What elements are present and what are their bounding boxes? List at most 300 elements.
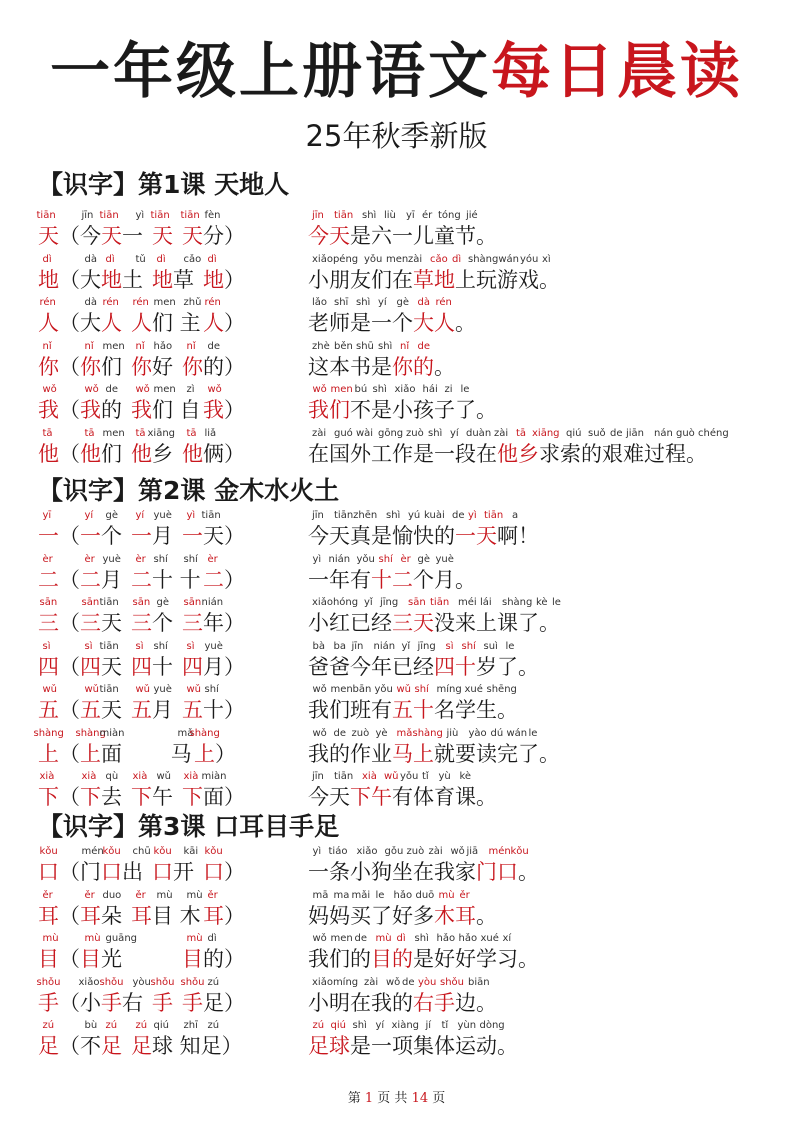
pinyin-label: dì bbox=[207, 253, 217, 265]
word-segment: ） bbox=[224, 311, 245, 335]
sentence-pinyin: qiú bbox=[566, 427, 582, 439]
pinyin-label: tiān bbox=[99, 640, 119, 652]
sentence-segment: 是一项集体运动。 bbox=[350, 1034, 518, 1058]
pinyin-label: tiān bbox=[180, 210, 200, 221]
lesson-heading: 【识字】第3课 口耳目手足 bbox=[38, 812, 340, 841]
word-segment: （今 bbox=[59, 224, 101, 248]
pinyin-label: sì bbox=[84, 640, 93, 652]
lesson-heading: 【识字】第2课 金木水火土 bbox=[38, 476, 340, 505]
sentence-segment: 今天真是愉快的 bbox=[308, 524, 455, 548]
pinyin-label: mù bbox=[186, 933, 203, 944]
pinyin-label: wǒ bbox=[135, 384, 150, 395]
word-segment: 手 bbox=[101, 990, 122, 1015]
sentence-segment: 名学生。 bbox=[434, 698, 518, 722]
pinyin-label: nǐ bbox=[42, 340, 52, 352]
sentence-pinyin: shǒu bbox=[440, 976, 465, 988]
sentence-pinyin: běn bbox=[334, 340, 353, 352]
pinyin-label: duo bbox=[102, 889, 122, 901]
sentence-pinyin: tiānzhēn bbox=[334, 510, 378, 521]
pinyin-label: gè bbox=[105, 510, 118, 521]
word-segment: （ bbox=[59, 354, 80, 379]
sentence-pinyin: zhè bbox=[312, 340, 330, 352]
sentence-pinyin: le bbox=[375, 889, 385, 901]
pinyin-label: tǔ bbox=[135, 253, 146, 265]
pinyin-label: shàng bbox=[75, 727, 106, 739]
word-segment: 年） bbox=[203, 611, 245, 635]
sentence-segment: 我们的 bbox=[308, 947, 371, 971]
word-segment: （ bbox=[59, 741, 80, 766]
sentence-pinyin: guó bbox=[334, 427, 353, 439]
word-segment: 口 bbox=[203, 860, 224, 884]
word-segment: 你 bbox=[182, 354, 203, 379]
pinyin-label: shí bbox=[204, 684, 219, 695]
sentence-pinyin: wǒ bbox=[312, 727, 327, 739]
word-segment: （ bbox=[59, 947, 80, 971]
word-segment: ） bbox=[224, 860, 245, 884]
pinyin-label: yí bbox=[84, 510, 94, 521]
sentence-pinyin: mù bbox=[375, 933, 392, 944]
word-segment: （大 bbox=[59, 267, 101, 292]
sentence-pinyin: yí bbox=[375, 1020, 385, 1031]
pinyin-label: men bbox=[153, 297, 176, 308]
sentence-pinyin: bà bbox=[312, 640, 325, 652]
sentence-segment: 啊！ bbox=[497, 524, 539, 548]
sentence-pinyin: yí bbox=[378, 297, 387, 308]
title-black: 一年级上册语文 bbox=[50, 37, 491, 107]
word-segment: 右 bbox=[122, 990, 143, 1015]
sentence-pinyin: chéng bbox=[698, 427, 729, 439]
sentence-pinyin: xì bbox=[542, 253, 551, 265]
sentence-segment: 就要读完了。 bbox=[434, 741, 560, 766]
pinyin-label: wǔ bbox=[42, 684, 58, 695]
word-segment: 月 bbox=[152, 698, 173, 722]
sentence-pinyin: méi bbox=[458, 597, 477, 608]
sentence-pinyin: men bbox=[330, 384, 353, 395]
pinyin-label: bù bbox=[84, 1020, 98, 1031]
sentence-pinyin: nián bbox=[328, 553, 351, 565]
word-segment: 光 bbox=[101, 947, 164, 971]
pinyin-label: de bbox=[105, 384, 118, 395]
pinyin-label: shí bbox=[153, 553, 168, 565]
sentence-pinyin: dà bbox=[417, 297, 430, 308]
pinyin-label: qiú bbox=[153, 1020, 169, 1031]
word-segment: 二 bbox=[80, 567, 101, 592]
pinyin-label: wǔ bbox=[84, 684, 100, 695]
sentence-segment: 是好好学习。 bbox=[413, 947, 539, 971]
pinyin-label: shǒu bbox=[36, 976, 61, 988]
word-segment: （大 bbox=[59, 311, 101, 335]
sentence-pinyin: shì bbox=[414, 933, 429, 944]
word-segment: ） bbox=[224, 267, 245, 292]
pinyin-label: zú bbox=[135, 1020, 148, 1031]
pinyin-label: ěr bbox=[207, 889, 218, 901]
pinyin-label: zhī bbox=[183, 1020, 198, 1031]
word-segment: 五 bbox=[182, 698, 203, 722]
pinyin-label: èr bbox=[135, 553, 146, 565]
sentence-segment: 今天 bbox=[308, 224, 350, 248]
sentence-segment: 求索的艰难过程。 bbox=[539, 441, 707, 466]
pinyin-label: men bbox=[102, 427, 125, 439]
word-row bbox=[0, 554, 793, 598]
pinyin-label: yuè bbox=[102, 553, 121, 565]
sentence-pinyin: míng bbox=[436, 684, 462, 695]
sentence-pinyin: yì bbox=[312, 846, 322, 857]
word-segment: （ bbox=[59, 398, 80, 422]
word-segment: 去 bbox=[101, 785, 122, 809]
sentence-pinyin: cǎo bbox=[430, 253, 448, 265]
pinyin-label: gè bbox=[156, 597, 169, 608]
sentence-pinyin: xué bbox=[480, 933, 499, 944]
pinyin-label: fèn bbox=[204, 210, 221, 221]
sentence-pinyin: tóng bbox=[438, 210, 461, 221]
word-segment: 你 bbox=[131, 354, 152, 379]
word-segment: （ bbox=[59, 903, 80, 928]
pinyin-label: tiān bbox=[99, 210, 119, 221]
pinyin-label: xiāng bbox=[147, 427, 176, 439]
sentence-pinyin: zi bbox=[444, 384, 453, 395]
pinyin-label: dà bbox=[84, 297, 97, 308]
pinyin-label: xià bbox=[39, 771, 55, 782]
word-segment: （ bbox=[59, 611, 80, 635]
sentence-pinyin: zài bbox=[428, 846, 443, 857]
sentence-pinyin: tiān bbox=[334, 771, 354, 782]
sentence-pinyin: men bbox=[330, 933, 353, 944]
sentence-pinyin: xiàng bbox=[391, 1020, 420, 1031]
word-segment: 俩） bbox=[203, 441, 245, 466]
sentence-pinyin: dú bbox=[490, 727, 504, 739]
sentence-segment: 下午 bbox=[350, 785, 392, 809]
word-segment: （小 bbox=[59, 990, 101, 1015]
word-segment: 个 bbox=[101, 524, 122, 548]
sentence-pinyin: wǒ bbox=[312, 384, 327, 395]
footer-page-number: 1 bbox=[364, 1091, 374, 1106]
sentence-pinyin: tiáo bbox=[328, 846, 348, 857]
sentence-pinyin: mā bbox=[312, 889, 329, 901]
word-segment: 他 bbox=[182, 441, 203, 466]
sentence-segment: 小明在我的 bbox=[308, 990, 413, 1015]
sentence-segment: 大人 bbox=[413, 311, 455, 335]
word-segment: 天 bbox=[182, 224, 203, 248]
pinyin-label: tā bbox=[186, 427, 197, 439]
sentence-segment: 木耳 bbox=[434, 903, 476, 928]
pinyin-label: miàn bbox=[201, 771, 227, 782]
sentence-pinyin: mǎi bbox=[351, 889, 371, 901]
sentence-pinyin: lái bbox=[480, 597, 492, 608]
sentence-pinyin: yòu bbox=[418, 976, 437, 988]
pinyin-label: rén bbox=[132, 297, 149, 308]
sentence-pinyin: shēng bbox=[486, 684, 517, 695]
sentence-segment: 今天 bbox=[308, 785, 350, 809]
sentence-pinyin: nǐ bbox=[400, 340, 410, 352]
sentence-pinyin: suǒ bbox=[588, 427, 606, 439]
sentence-pinyin: duàn bbox=[466, 427, 492, 439]
word-segment: 手 bbox=[38, 990, 59, 1015]
sentence-pinyin: xiǎopéng bbox=[312, 253, 359, 265]
pinyin-label: zhǔ bbox=[183, 297, 202, 308]
pinyin-label: miàn bbox=[99, 727, 125, 739]
sentence-pinyin: jí bbox=[425, 1020, 432, 1031]
word-segment: ） bbox=[224, 567, 245, 592]
footer-mid: 页 共 bbox=[377, 1091, 408, 1106]
pinyin-label: èr bbox=[42, 553, 53, 565]
sentence-segment: 在国外工作是一段在 bbox=[308, 441, 497, 466]
pinyin-label: tā bbox=[84, 427, 95, 439]
sentence-pinyin: bú bbox=[354, 384, 368, 395]
sentence-pinyin: jiā bbox=[466, 846, 479, 857]
sentence-pinyin: shì bbox=[352, 1020, 367, 1031]
sentence-pinyin: shì bbox=[428, 427, 443, 439]
word-row bbox=[0, 210, 793, 254]
pinyin-label: ěr bbox=[42, 889, 53, 901]
pinyin-label: nǐ bbox=[84, 340, 94, 352]
word-segment: 人 bbox=[38, 311, 59, 335]
word-segment: 口 bbox=[38, 860, 59, 884]
sentence-segment: 一年有 bbox=[308, 567, 371, 592]
pinyin-label: de bbox=[207, 340, 220, 352]
sentence-pinyin: jié bbox=[466, 210, 478, 221]
word-segment: 十） bbox=[203, 698, 245, 722]
sentence-pinyin: hǎo bbox=[458, 933, 478, 944]
word-segment: 耳 bbox=[131, 903, 152, 928]
pinyin-label: ěr bbox=[135, 889, 146, 901]
sentence-pinyin: xué bbox=[464, 684, 483, 695]
page-footer bbox=[0, 1090, 793, 1108]
word-segment: 球 知足） bbox=[152, 1034, 243, 1058]
sentence-pinyin: shàng bbox=[412, 727, 443, 739]
footer-pre: 第 bbox=[347, 1091, 361, 1106]
sentence-pinyin: shī bbox=[334, 297, 349, 308]
pinyin-label: qù bbox=[105, 771, 119, 782]
sentence-pinyin: wǔ bbox=[384, 771, 399, 782]
sentence-pinyin: ma bbox=[333, 889, 350, 901]
sentence-pinyin: duō bbox=[415, 889, 435, 901]
sentence-pinyin: yào bbox=[468, 727, 487, 739]
pinyin-label: jīn bbox=[81, 210, 94, 221]
sentence-pinyin: ér bbox=[422, 210, 433, 221]
sentence-pinyin: xiāng bbox=[532, 427, 560, 439]
word-segment: 耳 bbox=[80, 903, 101, 928]
sentence-pinyin: guò bbox=[676, 427, 695, 439]
pinyin-label: mén bbox=[81, 846, 104, 857]
word-segment: 一 bbox=[182, 524, 203, 548]
pinyin-label: men bbox=[102, 340, 125, 352]
sentence-segment: 。 bbox=[434, 354, 455, 379]
pinyin-label: sān bbox=[183, 597, 202, 608]
word-segment: 地 bbox=[38, 267, 59, 292]
word-segment: 面） bbox=[203, 785, 245, 809]
sentence-pinyin: yí bbox=[450, 427, 459, 439]
word-row bbox=[0, 641, 793, 685]
pinyin-label: zú bbox=[105, 1020, 118, 1031]
word-segment: ） bbox=[215, 741, 236, 766]
pinyin-label: zì bbox=[186, 384, 195, 395]
sentence-segment: 个月。 bbox=[413, 567, 476, 592]
footer-total-pages: 14 bbox=[411, 1091, 429, 1106]
sentence-pinyin: nián bbox=[373, 640, 396, 652]
sentence-pinyin: de bbox=[610, 427, 623, 439]
sentence-pinyin: èr bbox=[400, 553, 411, 565]
word-segment: 人 bbox=[101, 311, 122, 335]
word-row bbox=[0, 254, 793, 298]
word-segment: 四 bbox=[38, 654, 59, 679]
word-segment: 足） bbox=[203, 990, 245, 1015]
sentence-segment: 有体育课。 bbox=[392, 785, 497, 809]
sentence-pinyin: liù bbox=[384, 210, 396, 221]
word-segment: 他 bbox=[80, 441, 101, 466]
word-segment: 午 bbox=[152, 785, 173, 809]
word-row bbox=[0, 597, 793, 641]
word-segment: 我 bbox=[131, 398, 152, 422]
pinyin-label: rén bbox=[39, 297, 56, 308]
word-segment: 五 bbox=[131, 698, 152, 722]
sentence-pinyin: xiǎo bbox=[394, 384, 416, 395]
word-segment: 三 bbox=[131, 611, 152, 635]
word-segment: 手 bbox=[152, 990, 173, 1015]
pinyin-label: chū bbox=[132, 846, 151, 857]
sentence-pinyin: zuò bbox=[351, 727, 370, 739]
pinyin-label: mù bbox=[156, 889, 173, 901]
pinyin-label: dà bbox=[84, 253, 97, 265]
sentence-pinyin: qiú bbox=[330, 1020, 346, 1031]
word-segment: 天 bbox=[101, 224, 122, 248]
word-segment: （ bbox=[59, 785, 80, 809]
word-segment: 上 bbox=[80, 741, 101, 766]
word-row bbox=[0, 728, 793, 772]
sentence-pinyin: zuò bbox=[406, 427, 424, 439]
word-segment: 十 十 bbox=[152, 567, 201, 592]
sentence-segment: 十二 bbox=[371, 567, 413, 592]
word-row bbox=[0, 1020, 793, 1064]
pinyin-label: dì bbox=[207, 933, 217, 944]
sentence-segment: 四十 bbox=[434, 654, 476, 679]
sentence-segment: 这本书是 bbox=[308, 354, 392, 379]
sentence-pinyin: yú bbox=[408, 510, 421, 521]
sentence-pinyin: kè bbox=[536, 597, 548, 608]
sentence-pinyin: yǒu bbox=[374, 684, 393, 695]
word-segment: 天 bbox=[101, 698, 122, 722]
sentence-pinyin: wǔ bbox=[396, 684, 412, 695]
sentence-pinyin: jīn bbox=[351, 640, 364, 652]
sentence-pinyin: nán bbox=[654, 427, 673, 439]
word-segment: 土 bbox=[122, 267, 143, 292]
sentence-segment: 右手 bbox=[413, 990, 455, 1015]
sentence-pinyin: jīng bbox=[417, 640, 436, 652]
sentence-pinyin: men bbox=[386, 253, 409, 265]
pinyin-label: sì bbox=[135, 640, 144, 652]
sentence-pinyin: zài bbox=[364, 976, 379, 988]
word-segment: 面 马 bbox=[101, 741, 192, 766]
pinyin-label: wǔ bbox=[186, 684, 202, 695]
word-segment: 目 bbox=[182, 947, 203, 971]
word-segment: 朵 bbox=[101, 903, 122, 928]
pinyin-label: nǐ bbox=[135, 340, 145, 352]
pinyin-label: shí bbox=[153, 640, 168, 652]
sentence-pinyin: zú bbox=[312, 1020, 325, 1031]
sentence-segment: 。 bbox=[455, 311, 476, 335]
pinyin-label: kǒu bbox=[39, 846, 58, 857]
sentence-pinyin: shí bbox=[461, 640, 476, 652]
sentence-pinyin: xiǎo bbox=[356, 846, 378, 857]
sentence-pinyin: yǐ bbox=[401, 640, 411, 652]
sentence-pinyin: tiān bbox=[334, 210, 354, 221]
sentence-segment: 边。 bbox=[455, 990, 497, 1015]
word-row bbox=[0, 846, 793, 890]
sentence-pinyin: shì bbox=[372, 384, 387, 395]
sentence-pinyin: gǒu bbox=[384, 846, 404, 857]
sentence-pinyin: tiān bbox=[430, 597, 450, 608]
sentence-pinyin: suì bbox=[483, 640, 498, 652]
sentence-pinyin: jiù bbox=[446, 727, 459, 739]
lesson-heading: 【识字】第1课 天地人 bbox=[38, 170, 290, 199]
sentence-segment: 是六一儿童节。 bbox=[350, 224, 497, 248]
sentence-pinyin: yǒu bbox=[400, 771, 419, 782]
word-segment: 四 bbox=[182, 654, 203, 679]
pinyin-label: mǎ bbox=[177, 727, 194, 739]
sentence-pinyin: wǒ bbox=[386, 976, 401, 988]
word-segment: （ bbox=[59, 698, 80, 722]
pinyin-label: yòu bbox=[132, 976, 151, 988]
pinyin-label: wǒ bbox=[42, 384, 57, 395]
pinyin-label: sān bbox=[132, 597, 151, 608]
word-segment: 四 bbox=[80, 654, 101, 679]
sentence-pinyin: gè bbox=[396, 297, 409, 308]
sentence-segment: 一条小狗坐在我家 bbox=[308, 860, 476, 884]
sentence-pinyin: kè bbox=[459, 771, 472, 782]
sentence-pinyin: tiān bbox=[484, 510, 504, 521]
word-segment: 的） bbox=[203, 947, 245, 971]
pinyin-label: tiān bbox=[201, 510, 221, 521]
pinyin-label: mù bbox=[42, 933, 59, 944]
pinyin-label: èr bbox=[207, 553, 218, 565]
sentence-pinyin: shì bbox=[356, 297, 371, 308]
pinyin-label: nǐ bbox=[186, 340, 196, 352]
sentence-pinyin: biān bbox=[468, 976, 490, 988]
pinyin-label: dì bbox=[105, 253, 115, 265]
pinyin-label: dì bbox=[156, 253, 166, 265]
word-segment: 口 bbox=[152, 860, 173, 884]
sentence-segment: 。 bbox=[518, 860, 539, 884]
word-segment: 草 bbox=[173, 267, 194, 292]
sentence-pinyin: jīng bbox=[380, 597, 399, 608]
sentence-pinyin: shì bbox=[378, 340, 393, 352]
pinyin-label: shàng bbox=[189, 727, 220, 739]
sentence-pinyin: zài bbox=[408, 253, 423, 265]
sentence-pinyin: mù bbox=[438, 889, 455, 901]
pinyin-label: sì bbox=[42, 640, 51, 652]
word-segment: 天 bbox=[101, 611, 122, 635]
word-segment: 手 bbox=[182, 990, 203, 1015]
pinyin-label: men bbox=[153, 384, 176, 395]
pinyin-label: yì bbox=[186, 510, 196, 521]
word-segment: 月） bbox=[203, 654, 245, 679]
word-segment: 好 bbox=[152, 354, 173, 379]
pinyin-label: sān bbox=[81, 597, 100, 608]
pinyin-label: wǒ bbox=[207, 384, 222, 395]
word-segment: 下 bbox=[182, 785, 203, 809]
word-row bbox=[0, 510, 793, 554]
word-row bbox=[0, 384, 793, 428]
word-segment: 一 bbox=[38, 524, 59, 548]
word-segment: 地 bbox=[203, 267, 224, 292]
word-segment: 天 bbox=[38, 224, 59, 248]
pinyin-label: tā bbox=[42, 427, 53, 439]
pinyin-label: kāi bbox=[183, 846, 199, 857]
sentence-pinyin: kǒu bbox=[510, 846, 529, 857]
word-segment: （不 bbox=[59, 1034, 101, 1058]
sentence-pinyin: shàngwán bbox=[468, 253, 520, 265]
sentence-pinyin: bān bbox=[352, 684, 372, 695]
word-row bbox=[0, 977, 793, 1021]
